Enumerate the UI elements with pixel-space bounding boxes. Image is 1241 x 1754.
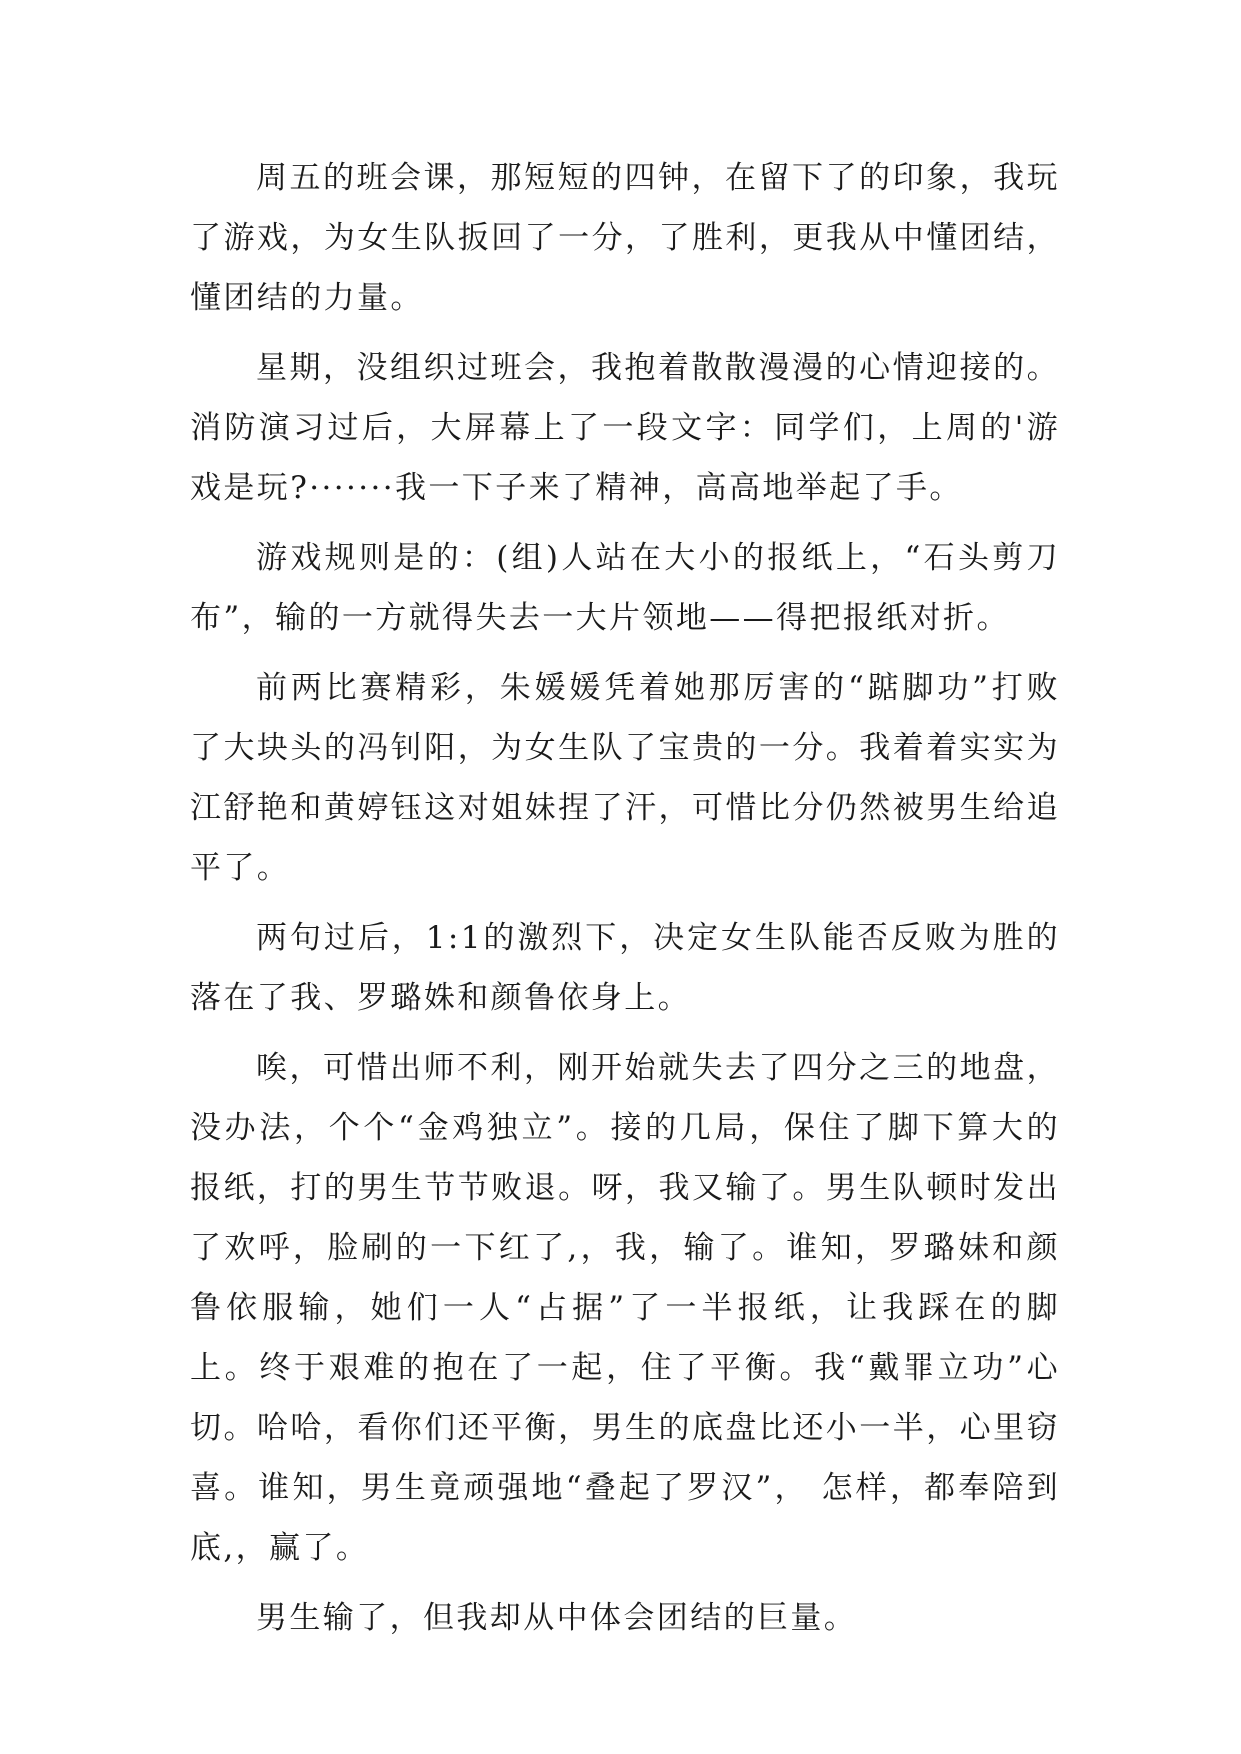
paragraph: 星期，没组织过班会，我抱着散散漫漫的心情迎接的。消防演习过后，大屏幕上了一段文字：同学们，上周的'游戏是玩?·······我一下子来了精神，高高地举起了手。 bbox=[190, 350, 1060, 506]
paragraph: 前两比赛精彩，朱媛媛凭着她那厉害的“踮脚功”打败了大块头的冯钊阳，为女生队了宝贵的一分。我着着实实为江舒艳和黄婷钰这对姐妹捏了汗，可惜比分仍然被男生给追平了。 bbox=[190, 670, 1060, 886]
document-body bbox=[190, 148, 1060, 1658]
paragraph: 游戏规则是的：(组)人站在大小的报纸上，“石头剪刀布”，输的一方就得失去一大片领地——得把报纸对折。 bbox=[190, 540, 1060, 636]
paragraph: 唉，可惜出师不利，刚开始就失去了四分之三的地盘，没办法，个个“金鸡独立”。接的几局，保住了脚下算大的报纸，打的男生节节败退。呀，我又输了。男生队顿时发出了欢呼，脸刷的一下红了,，我，输了。谁知，罗璐妹和颜鲁依服输，她们一人“占据”了一半报纸，让我踩在的脚上。终于艰难的抱在了一起，住了平衡。我“戴罪立功”心切。哈哈，看你们还平衡，男生的底盘比还小一半，心里窃喜。谁知，男生竟顽强地“叠起了罗汉”， 怎样，都奉陪到底,，赢了。 bbox=[190, 1050, 1060, 1566]
paragraph: 男生输了，但我却从中体会团结的巨量。 bbox=[256, 1600, 858, 1636]
paragraph: 两句过后，1:1的激烈下，决定女生队能否反败为胜的落在了我、罗璐姝和颜鲁依身上。 bbox=[190, 920, 1060, 1016]
paragraph: 周五的班会课，那短短的四钟，在留下了的印象，我玩了游戏，为女生队扳回了一分，了胜利，更我从中懂团结，懂团结的力量。 bbox=[190, 160, 1060, 316]
